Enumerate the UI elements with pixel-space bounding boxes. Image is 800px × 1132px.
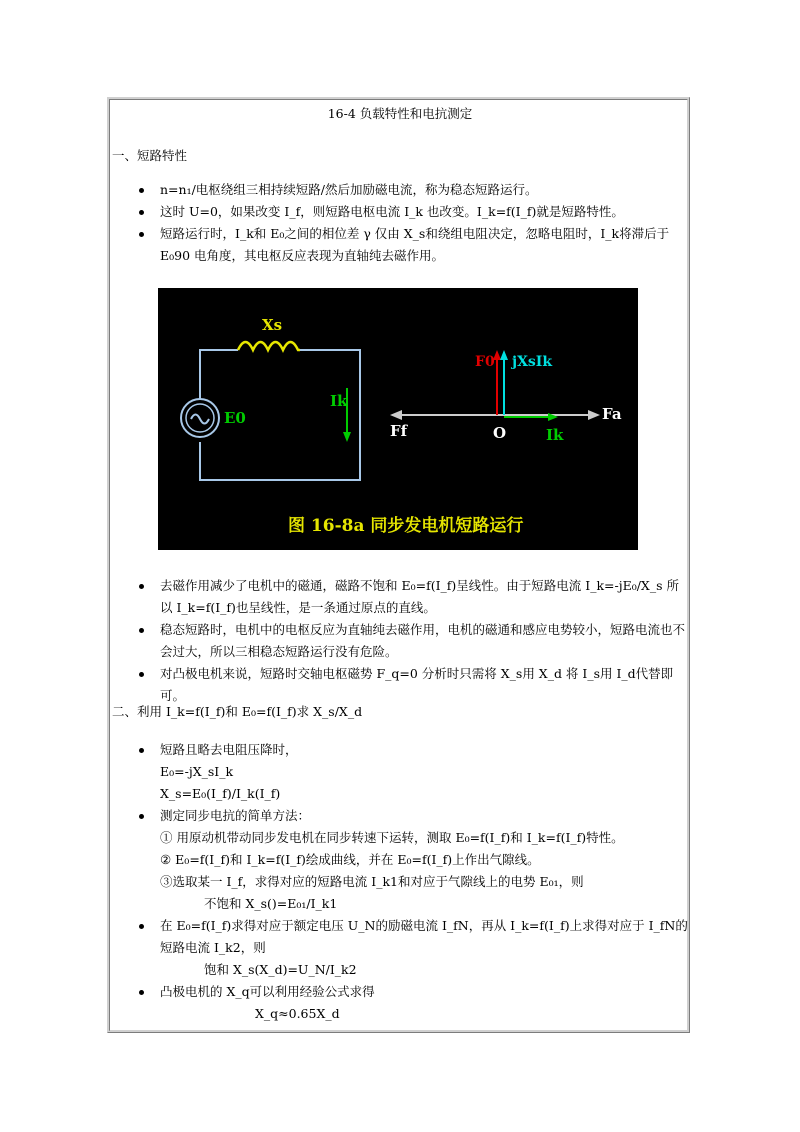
list-item: 短路运行时，I_k和 E₀之间的相位差 γ 仅由 X_s和绕组电阻决定，忽略电阻时，I_k将滞后于 E₀90 电角度，其电枢反应表现为直轴纯去磁作用。 (0, 223, 690, 267)
label-ik-circuit: Ik (330, 392, 348, 410)
label-ff: Ff (390, 422, 408, 440)
section1-list-a (0, 179, 690, 267)
item-line: 凸极电机的 X_q可以利用经验公式求得 (160, 984, 375, 999)
section1-heading: 一、短路特性 (112, 148, 188, 163)
list-item: n=n₁/电枢绕组三相持续短路/然后加励磁电流，称为稳态短路运行。 (0, 179, 690, 201)
item-line: 短路且略去电阻压降时， (160, 742, 298, 757)
label-fa: Fa (602, 405, 622, 423)
item-line: 测定同步电抗的简单方法： (160, 808, 311, 823)
item-line: 在 E₀=f(I_f)求得对应于额定电压 U_N的励磁电流 I_fN，再从 I_k=f(I_f)上求得对应于 I_fN的短路电流 I_k2，则 (160, 918, 688, 955)
item-line: 不饱和 X_s()=E₀₁/I_k1 (204, 896, 338, 911)
page-title: 16-4 负载特性和电抗测定 (327, 106, 473, 121)
list-item: 这时 U=0，如果改变 I_f，则短路电枢电流 I_k 也改变。I_k=f(I_f)就是短路特性。 (0, 201, 690, 223)
axis-horizontal (390, 410, 600, 420)
list-item (0, 805, 690, 915)
ac-source-icon (181, 399, 219, 437)
item-line: E₀=-jX_sI_k (160, 764, 234, 779)
list-item: 对凸极电机来说，短路时交轴电枢磁势 F_q=0 分析时只需将 X_s用 X_d 将 I_s用 I_d代替即可。 (0, 663, 690, 707)
list-item (0, 981, 690, 1025)
item-line: ③选取某一 I_f，求得对应的短路电流 I_k1和对应于气隙线上的电势 E₀₁，则 (160, 874, 584, 889)
item-line: X_q≈0.65X_d (255, 1006, 340, 1021)
inductor-xs-icon (238, 342, 300, 350)
list-item (0, 915, 690, 981)
label-o: O (493, 424, 507, 442)
item-line: ① 用原动机带动同步发电机在同步转速下运转，测取 E₀=f(I_f)和 I_k=f(I_f)特性。 (160, 830, 624, 845)
item-line: X_s=E₀(I_f)/I_k(I_f) (160, 786, 281, 801)
phasor-jxsik (500, 350, 508, 415)
label-e0: E0 (224, 409, 246, 427)
list-item (0, 739, 690, 805)
section2-list (0, 739, 690, 1025)
section2-heading: 二、利用 I_k=f(I_f)和 E₀=f(I_f)求 X_s/X_d (112, 704, 363, 719)
section1-list-b (0, 575, 690, 707)
item-line: 饱和 X_s(X_d)=U_N/I_k2 (204, 962, 357, 977)
label-f0: F0 (475, 354, 495, 370)
label-jxsik: jXsIk (512, 354, 553, 370)
list-item: 稳态短路时，电机中的电枢反应为直轴纯去磁作用，电机的磁通和感应电势较小，短路电流也不会过大，所以三相稳态短路运行没有危险。 (0, 619, 690, 663)
label-xs: Xs (262, 316, 283, 334)
circuit-figure (158, 288, 638, 550)
figure-caption: 图 16-8a 同步发电机短路运行 (288, 516, 524, 536)
list-item: 去磁作用减少了电机中的磁通，磁路不饱和 E₀=f(I_f)呈线性。由于短路电流 I_k=-jE₀/X_s 所以 I_k=f(I_f)也呈线性，是一条通过原点的直线。 (0, 575, 690, 619)
item-line: ② E₀=f(I_f)和 I_k=f(I_f)绘成曲线，并在 E₀=f(I_f)上作出气隙线。 (160, 852, 540, 867)
label-ik-phasor: Ik (546, 426, 564, 444)
